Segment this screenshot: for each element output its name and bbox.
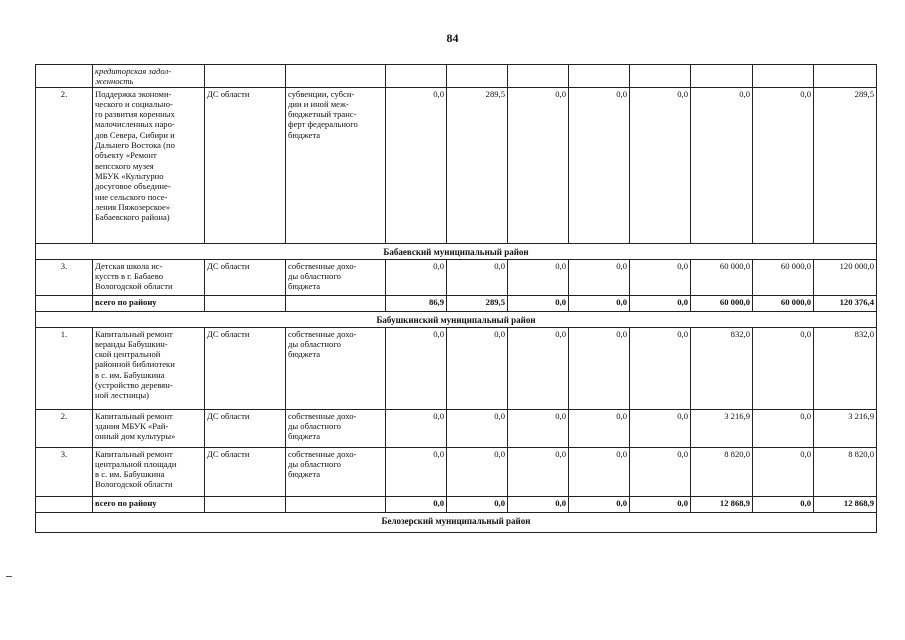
value-cell: 0,0: [386, 409, 447, 447]
object-name-line: ской центральной: [95, 349, 161, 360]
row-number: 2.: [36, 409, 93, 447]
funding-type-line: собственные дохо-: [288, 410, 357, 421]
value-cell: 0,0: [569, 327, 630, 409]
value-cell: 0,0: [569, 447, 630, 496]
table-row: [36, 65, 877, 88]
funding-type-line: ды областного: [288, 458, 341, 469]
margin-tick: [6, 576, 12, 577]
value-cell: [508, 65, 569, 88]
value-cell: 0,0: [386, 327, 447, 409]
object-name-line: Капитальный ремонт: [95, 410, 173, 421]
row-number: 1.: [36, 327, 93, 409]
total-label: всего по району: [93, 496, 205, 512]
object-name-line: МБУК «Культурно: [95, 170, 164, 181]
object-name-line: здания МБУК «Рай-: [95, 420, 169, 431]
object-name-cell: [93, 447, 205, 496]
funding-type-cell: [286, 409, 386, 447]
value-cell: 0,0: [569, 87, 630, 243]
num-cell: [36, 496, 93, 512]
page-number: 84: [446, 31, 459, 45]
funding-type-line: бюджета: [288, 469, 321, 480]
value-cell: 0,0: [386, 87, 447, 243]
object-name-line: веранды Бабушкин-: [95, 338, 168, 349]
object-name-line: Бабаевского района): [95, 212, 170, 223]
table-body: [36, 65, 877, 533]
value-cell: 3 216,9: [691, 409, 753, 447]
value-cell: 0,0: [630, 327, 691, 409]
total-label: всего по району: [93, 295, 205, 311]
value-cell: 0,0: [753, 496, 814, 512]
value-cell: 0,0: [630, 259, 691, 295]
value-cell: [630, 65, 691, 88]
table-row: [36, 447, 877, 496]
table-row: [36, 327, 877, 409]
value-cell: 0,0: [508, 496, 569, 512]
funding-type-line: ды областного: [288, 338, 341, 349]
value-cell: 0,0: [753, 87, 814, 243]
district-title: Белозерский муниципальный район: [36, 512, 877, 532]
value-cell: 0,0: [753, 327, 814, 409]
value-cell: 0,0: [508, 295, 569, 311]
type-cell: [286, 496, 386, 512]
source-line: ДС области: [207, 410, 250, 421]
value-cell: 60 000,0: [753, 295, 814, 311]
value-cell: 832,0: [691, 327, 753, 409]
object-name-line: в с. им. Бабушкина: [95, 369, 165, 380]
object-name-line: онный дом культуры»: [95, 431, 176, 442]
value-cell: 8 820,0: [814, 447, 877, 496]
value-cell: 60 000,0: [691, 295, 753, 311]
table-row: [36, 409, 877, 447]
value-cell: 289,5: [814, 87, 877, 243]
object-name-line: ние сельского посе-: [95, 191, 168, 202]
value-cell: 0,0: [386, 259, 447, 295]
object-name-line: объекту «Ремонт: [95, 150, 157, 161]
source-cell: [205, 496, 286, 512]
source-line: ДС области: [207, 448, 250, 459]
object-name-line: Вологодской области: [95, 479, 173, 490]
value-cell: 0,0: [691, 87, 753, 243]
funding-type-line: собственные дохо-: [288, 328, 357, 339]
value-cell: 0,0: [447, 447, 508, 496]
funding-type-cell: [286, 447, 386, 496]
funding-type-line: бюджета: [288, 281, 321, 292]
object-name-line: кредиторская задол-: [95, 66, 172, 76]
district-row: [36, 311, 877, 327]
object-name-line: районной библиотеки: [95, 359, 175, 370]
value-cell: 8 820,0: [691, 447, 753, 496]
object-name-line: ления Пяжозерское»: [95, 201, 171, 212]
value-cell: [569, 65, 630, 88]
value-cell: 0,0: [508, 409, 569, 447]
row-number: 2.: [36, 87, 93, 243]
source-cell: [205, 327, 286, 409]
total-row: [36, 496, 877, 512]
value-cell: 289,5: [447, 87, 508, 243]
value-cell: [691, 65, 753, 88]
value-cell: [753, 65, 814, 88]
value-cell: 0,0: [569, 295, 630, 311]
funding-type-line: ды областного: [288, 420, 341, 431]
value-cell: 0,0: [447, 409, 508, 447]
funding-type-line: бюджетный транс-: [288, 109, 357, 120]
funding-type-line: ферт федерального: [288, 119, 358, 130]
funding-type-line: ды областного: [288, 270, 341, 281]
district-row: [36, 243, 877, 259]
value-cell: 0,0: [508, 327, 569, 409]
value-cell: 0,0: [630, 447, 691, 496]
object-name-cell: [93, 327, 205, 409]
funding-type-line: собственные дохо-: [288, 260, 357, 271]
object-name-line: ческого и социально-: [95, 98, 173, 109]
object-name-cell: [93, 259, 205, 295]
object-name-line: досуговое объедине-: [95, 181, 171, 192]
value-cell: 120 376,4: [814, 295, 877, 311]
funding-type-line: субвенции, субси-: [288, 88, 355, 99]
source-cell: [205, 409, 286, 447]
table-row: [36, 259, 877, 295]
object-name-line: Поддержка экономи-: [95, 88, 172, 99]
type-cell: [286, 295, 386, 311]
object-name-line: в с. им. Бабушкина: [95, 469, 165, 480]
object-name-line: женность: [95, 76, 134, 87]
budget-table: [35, 64, 877, 533]
value-cell: 0,0: [753, 409, 814, 447]
source-line: ДС области: [207, 328, 250, 339]
object-name-line: Капитальный ремонт: [95, 448, 173, 459]
value-cell: 0,0: [447, 327, 508, 409]
object-name-line: Капитальный ремонт: [95, 328, 173, 339]
value-cell: 0,0: [386, 496, 447, 512]
value-cell: 60 000,0: [753, 259, 814, 295]
source-cell: [205, 295, 286, 311]
value-cell: [386, 65, 447, 88]
source-line: ДС области: [207, 88, 250, 99]
object-name-cell: [93, 87, 205, 243]
funding-type-cell: [286, 65, 386, 88]
source-cell: [205, 259, 286, 295]
funding-type-line: собственные дохо-: [288, 448, 357, 459]
object-name-line: малочисленных наро-: [95, 119, 175, 130]
value-cell: 12 868,9: [691, 496, 753, 512]
object-name-line: вепсского музея: [95, 160, 154, 171]
num-cell: [36, 295, 93, 311]
total-row: [36, 295, 877, 311]
value-cell: 12 868,9: [814, 496, 877, 512]
value-cell: 0,0: [630, 295, 691, 311]
source-cell: [205, 447, 286, 496]
value-cell: 3 216,9: [814, 409, 877, 447]
object-name-line: центральной площади: [95, 458, 177, 469]
value-cell: 832,0: [814, 327, 877, 409]
object-name-line: Дальнего Востока (по: [95, 140, 175, 151]
object-name-cell: [93, 65, 205, 88]
value-cell: 0,0: [569, 259, 630, 295]
value-cell: 0,0: [569, 409, 630, 447]
row-number: 3.: [36, 259, 93, 295]
funding-type-cell: [286, 327, 386, 409]
value-cell: 0,0: [630, 409, 691, 447]
value-cell: 289,5: [447, 295, 508, 311]
district-title: Бабаевский муниципальный район: [36, 243, 877, 259]
table-row: [36, 87, 877, 243]
funding-type-line: дии и иной меж-: [288, 98, 349, 109]
row-number: [36, 65, 93, 88]
source-line: ДС области: [207, 260, 250, 271]
object-name-line: кусств в г. Бабаево: [95, 270, 164, 281]
value-cell: [814, 65, 877, 88]
value-cell: 0,0: [753, 447, 814, 496]
object-name-line: Детская школа ис-: [95, 260, 163, 271]
value-cell: 0,0: [386, 447, 447, 496]
object-name-line: Вологодской области: [95, 281, 173, 292]
row-number: 3.: [36, 447, 93, 496]
object-name-line: ной лестницы): [95, 390, 149, 401]
funding-type-line: бюджета: [288, 431, 321, 442]
funding-type-line: бюджета: [288, 129, 321, 140]
object-name-cell: [93, 409, 205, 447]
object-name-line: го развития коренных: [95, 109, 175, 120]
value-cell: 0,0: [508, 447, 569, 496]
value-cell: 0,0: [569, 496, 630, 512]
district-title: Бабушкинский муниципальный район: [36, 311, 877, 327]
object-name-line: (устройство деревян-: [95, 380, 173, 391]
object-name-line: дов Севера, Сибири и: [95, 129, 175, 140]
district-row: [36, 512, 877, 532]
funding-type-cell: [286, 87, 386, 243]
value-cell: [447, 65, 508, 88]
value-cell: 86,9: [386, 295, 447, 311]
value-cell: 0,0: [508, 259, 569, 295]
source-cell: [205, 87, 286, 243]
value-cell: 0,0: [447, 496, 508, 512]
value-cell: 60 000,0: [691, 259, 753, 295]
funding-type-line: бюджета: [288, 349, 321, 360]
funding-type-cell: [286, 259, 386, 295]
value-cell: 120 000,0: [814, 259, 877, 295]
value-cell: 0,0: [630, 496, 691, 512]
value-cell: 0,0: [630, 87, 691, 243]
value-cell: 0,0: [447, 259, 508, 295]
source-cell: [205, 65, 286, 88]
value-cell: 0,0: [508, 87, 569, 243]
